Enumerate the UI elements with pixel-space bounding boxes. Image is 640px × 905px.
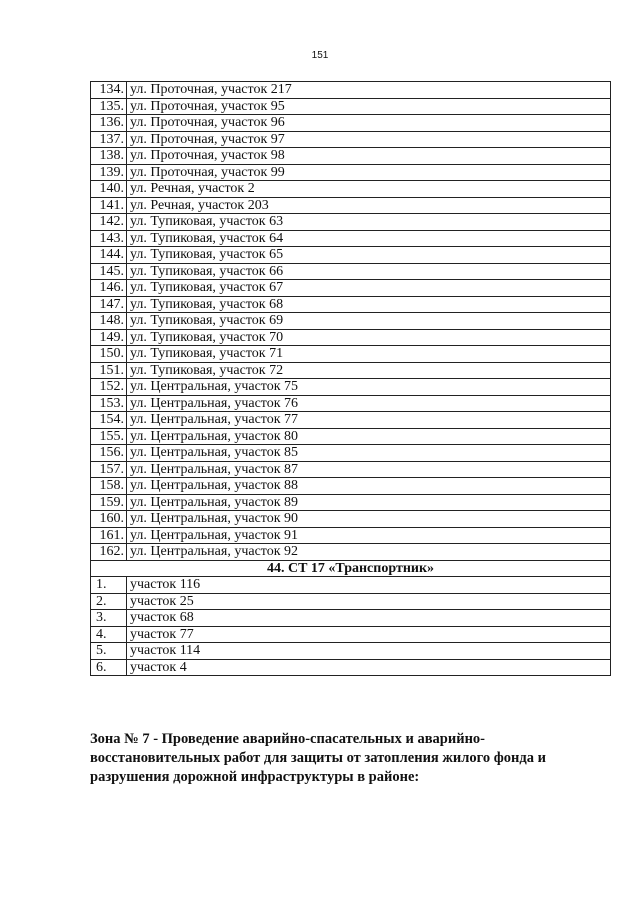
row-number: 156. xyxy=(91,445,127,462)
row-address: ул. Речная, участок 2 xyxy=(127,181,611,198)
table-row xyxy=(91,263,611,280)
row-number: 158. xyxy=(91,478,127,495)
row-address: ул. Тупиковая, участок 69 xyxy=(127,313,611,330)
row-address: ул. Центральная, участок 75 xyxy=(127,379,611,396)
address-table xyxy=(90,81,611,676)
row-address: ул. Центральная, участок 85 xyxy=(127,445,611,462)
row-number: 150. xyxy=(91,346,127,363)
table-row xyxy=(91,197,611,214)
row-address: ул. Центральная, участок 87 xyxy=(127,461,611,478)
table-row xyxy=(91,230,611,247)
row-number: 135. xyxy=(91,98,127,115)
row-number: 1. xyxy=(91,577,127,594)
table-row xyxy=(91,412,611,429)
row-address: участок 77 xyxy=(127,626,611,643)
table-row xyxy=(91,82,611,99)
row-address: ул. Проточная, участок 98 xyxy=(127,148,611,165)
row-number: 5. xyxy=(91,643,127,660)
row-address: ул. Тупиковая, участок 70 xyxy=(127,329,611,346)
row-address: ул. Центральная, участок 90 xyxy=(127,511,611,528)
section-title: 44. СТ 17 «Транспортник» xyxy=(91,560,611,577)
row-number: 139. xyxy=(91,164,127,181)
row-address: ул. Центральная, участок 92 xyxy=(127,544,611,561)
table-row xyxy=(91,214,611,231)
table-row xyxy=(91,280,611,297)
row-number: 4. xyxy=(91,626,127,643)
section-row xyxy=(91,560,611,577)
row-number: 6. xyxy=(91,659,127,676)
table-row xyxy=(91,593,611,610)
row-number: 147. xyxy=(91,296,127,313)
table-row xyxy=(91,115,611,132)
table-row xyxy=(91,362,611,379)
row-number: 155. xyxy=(91,428,127,445)
table-row xyxy=(91,626,611,643)
row-address: ул. Проточная, участок 217 xyxy=(127,82,611,99)
table-row xyxy=(91,577,611,594)
table-row xyxy=(91,445,611,462)
row-number: 2. xyxy=(91,593,127,610)
row-address: ул. Центральная, участок 80 xyxy=(127,428,611,445)
row-address: ул. Проточная, участок 99 xyxy=(127,164,611,181)
address-table-body xyxy=(91,82,611,676)
table-row xyxy=(91,428,611,445)
zone-heading: Зона № 7 - Проведение аварийно-спасательных и аварийно-восстановительных работ для защиты от затопления жилого фонда и разрушения дорожной инфраструктуры в районе: xyxy=(90,731,546,785)
row-address: ул. Тупиковая, участок 63 xyxy=(127,214,611,231)
row-address: ул. Тупиковая, участок 72 xyxy=(127,362,611,379)
row-address: ул. Проточная, участок 96 xyxy=(127,115,611,132)
table-row xyxy=(91,643,611,660)
table-row xyxy=(91,346,611,363)
row-address: ул. Тупиковая, участок 67 xyxy=(127,280,611,297)
table-row xyxy=(91,148,611,165)
row-number: 134. xyxy=(91,82,127,99)
row-address: ул. Центральная, участок 88 xyxy=(127,478,611,495)
table-row xyxy=(91,494,611,511)
row-address: ул. Тупиковая, участок 66 xyxy=(127,263,611,280)
row-address: участок 114 xyxy=(127,643,611,660)
row-number: 151. xyxy=(91,362,127,379)
row-number: 161. xyxy=(91,527,127,544)
row-address: ул. Центральная, участок 76 xyxy=(127,395,611,412)
row-number: 159. xyxy=(91,494,127,511)
row-number: 144. xyxy=(91,247,127,264)
row-address: участок 4 xyxy=(127,659,611,676)
table-row xyxy=(91,98,611,115)
table-row xyxy=(91,164,611,181)
row-address: ул. Тупиковая, участок 65 xyxy=(127,247,611,264)
row-address: ул. Центральная, участок 91 xyxy=(127,527,611,544)
row-number: 142. xyxy=(91,214,127,231)
table-row xyxy=(91,247,611,264)
table-row xyxy=(91,478,611,495)
page-number: 151 xyxy=(311,50,329,61)
row-number: 145. xyxy=(91,263,127,280)
table-row xyxy=(91,527,611,544)
row-number: 154. xyxy=(91,412,127,429)
row-number: 153. xyxy=(91,395,127,412)
row-number: 143. xyxy=(91,230,127,247)
row-number: 148. xyxy=(91,313,127,330)
row-number: 141. xyxy=(91,197,127,214)
row-address: ул. Тупиковая, участок 68 xyxy=(127,296,611,313)
row-address: ул. Центральная, участок 89 xyxy=(127,494,611,511)
row-number: 149. xyxy=(91,329,127,346)
table-row xyxy=(91,511,611,528)
row-address: участок 116 xyxy=(127,577,611,594)
table-row xyxy=(91,329,611,346)
row-number: 137. xyxy=(91,131,127,148)
row-address: ул. Речная, участок 203 xyxy=(127,197,611,214)
table-row xyxy=(91,131,611,148)
row-address: ул. Центральная, участок 77 xyxy=(127,412,611,429)
row-number: 162. xyxy=(91,544,127,561)
table-row xyxy=(91,659,611,676)
row-address: ул. Тупиковая, участок 71 xyxy=(127,346,611,363)
row-number: 138. xyxy=(91,148,127,165)
row-address: ул. Проточная, участок 95 xyxy=(127,98,611,115)
row-address: участок 25 xyxy=(127,593,611,610)
row-number: 152. xyxy=(91,379,127,396)
row-number: 136. xyxy=(91,115,127,132)
table-row xyxy=(91,379,611,396)
table-row xyxy=(91,395,611,412)
table-row xyxy=(91,181,611,198)
table-row xyxy=(91,610,611,627)
row-number: 160. xyxy=(91,511,127,528)
row-number: 140. xyxy=(91,181,127,198)
row-address: ул. Тупиковая, участок 64 xyxy=(127,230,611,247)
row-number: 146. xyxy=(91,280,127,297)
table-row xyxy=(91,461,611,478)
row-number: 157. xyxy=(91,461,127,478)
table-row xyxy=(91,296,611,313)
row-address: ул. Проточная, участок 97 xyxy=(127,131,611,148)
table-row xyxy=(91,544,611,561)
table-row xyxy=(91,313,611,330)
row-number: 3. xyxy=(91,610,127,627)
row-address: участок 68 xyxy=(127,610,611,627)
